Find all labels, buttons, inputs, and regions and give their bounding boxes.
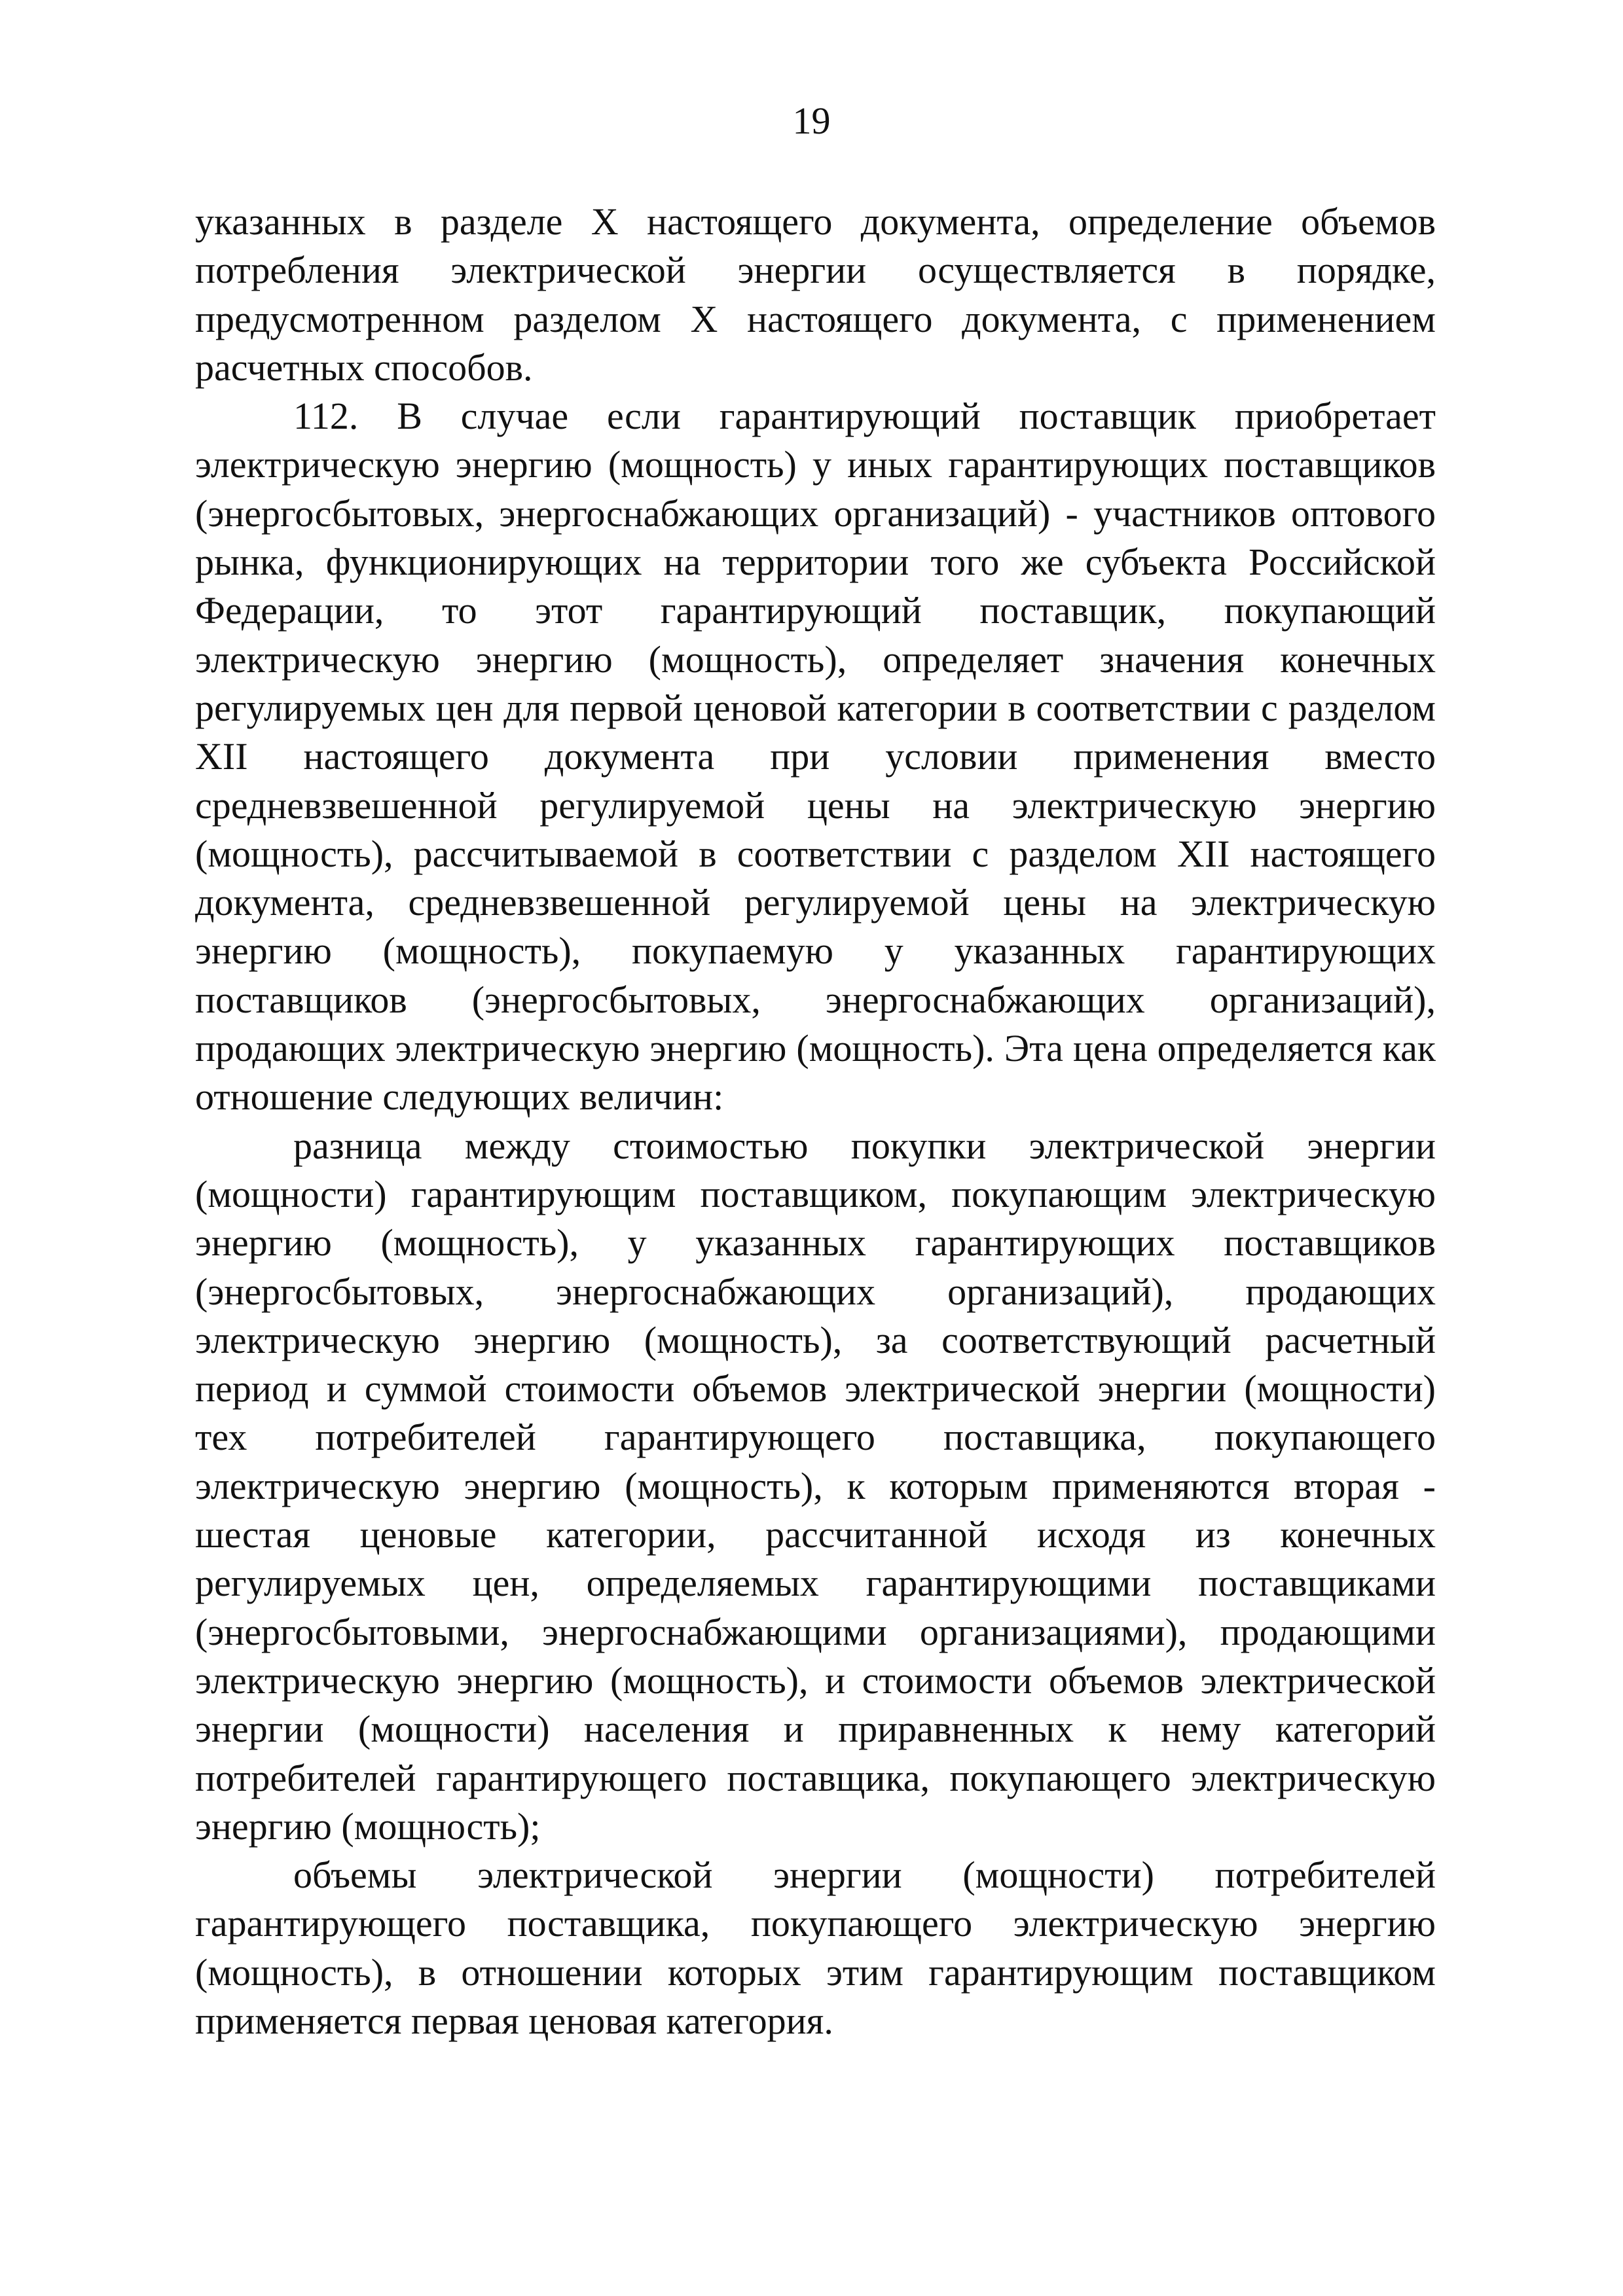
paragraph-denominator: объемы электрической энергии (мощности) потребителей гарантирующего поставщика, покупающего электрическую энергию (мощность), в отношении которых этим гарантирующим поставщиком применяется первая ценовая категория. bbox=[195, 1854, 1436, 2042]
paragraph-continuation: указанных в разделе X настоящего документа, определение объемов потребления электрической энергии осуществляется в порядке, предусмотренном разделом X настоящего документа, с применением расчетных способов. bbox=[195, 200, 1436, 389]
paragraph-112: 112. В случае если гарантирующий поставщик приобретает электрическую энергию (мощность) у иных гарантирующих поставщиков (энергосбытовых, энергоснабжающих организаций) - участников оптового рынка, функционирующих на территории того же субъекта Российской Федерации, то этот гарантирующий поставщик, покупающий электрическую энергию (мощность), определяет значения конечных регулируемых цен для первой ценовой категории в соответствии с разделом XII настоящего документа при условии применения вместо средневзвешенной регулируемой цены на электрическую энергию (мощность), рассчитываемой в соответствии с разделом XII настоящего документа, средневзвешенной регулируемой цены на электрическую энергию (мощность), покупаемую у указанных гарантирующих поставщиков (энергосбытовых, энергоснабжающих организаций), продающих электрическую энергию (мощность). Эта цена определяется как отношение следующих величин: bbox=[195, 395, 1436, 1119]
page-number: 19 bbox=[792, 99, 831, 142]
paragraph-numerator: разница между стоимостью покупки электрической энергии (мощности) гарантирующим поставщиком, покупающим электрическую энергию (мощность), у указанных гарантирующих поставщиков (энергосбытовых, энергоснабжающих организаций), продающих электрическую энергию (мощность), за соответствующий расчетный период и суммой стоимости объемов электрической энергии (мощности) тех потребителей гарантирующего поставщика, покупающего электрическую энергию (мощность), к которым применяются вторая - шестая ценовые категории, рассчитанной исходя из конечных регулируемых цен, определяемых гарантирующими поставщиками (энергосбытовыми, энергоснабжающими организациями), продающими электрическую энергию (мощность), и стоимости объемов электрической энергии (мощности) населения и приравненных к нему категорий потребителей гарантирующего поставщика, покупающего электрическую энергию (мощность); bbox=[195, 1124, 1436, 1848]
document-body bbox=[195, 198, 1436, 2045]
